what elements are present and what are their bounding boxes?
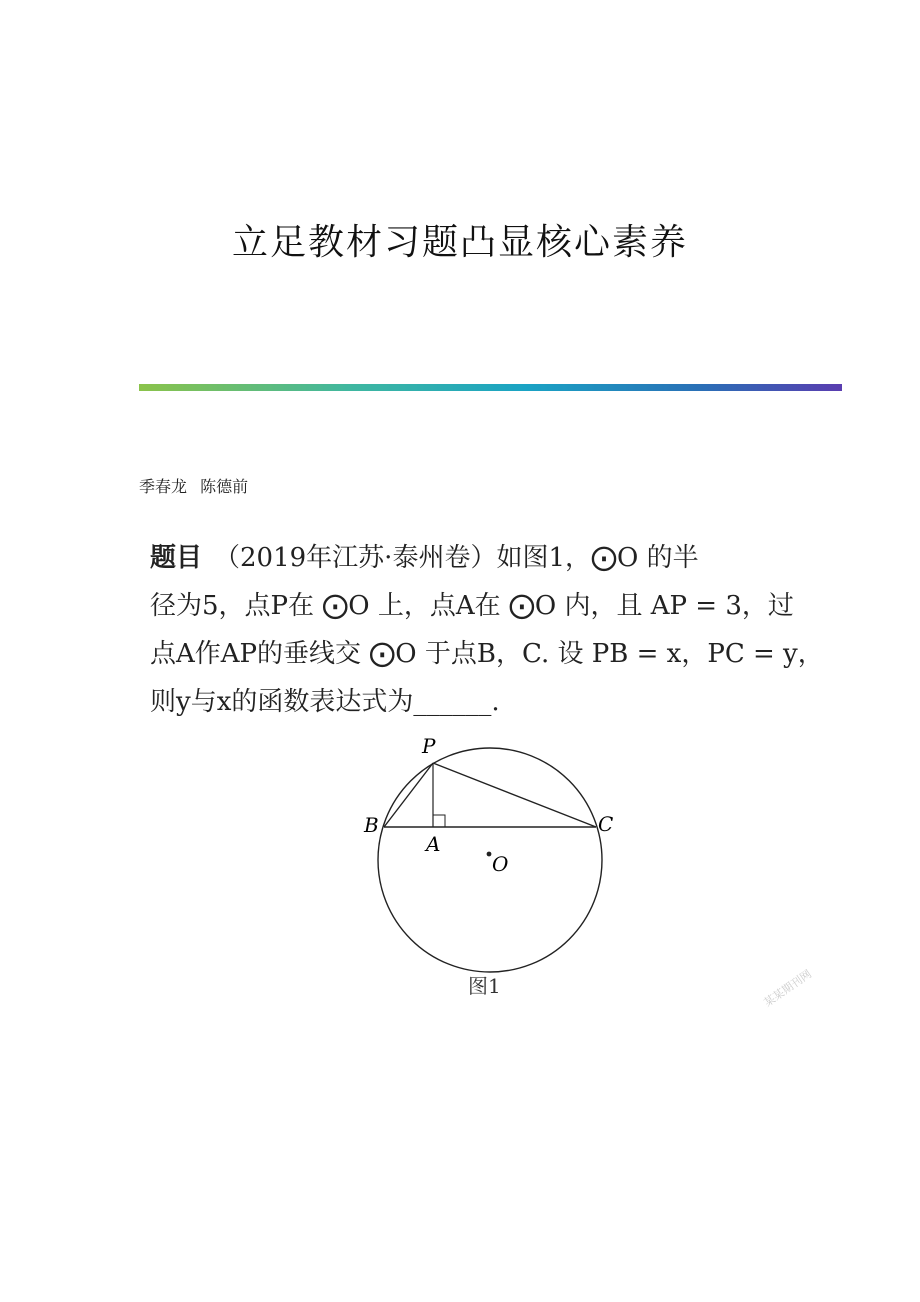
authors [139, 474, 248, 497]
problem-label: 题目 [150, 543, 203, 573]
problem-text [150, 534, 840, 726]
circle-o [378, 748, 602, 972]
watermark: 某某期刊网 [761, 967, 815, 1010]
label-o: O [492, 852, 509, 876]
right-angle-mark [433, 815, 445, 827]
article-title: 立足教材习题凸显核心素养 [231, 222, 688, 263]
figure-caption: 图1 [468, 974, 501, 998]
problem-line-3: 点A作AP的垂线交 ⨀O 于点B，C. 设 PB = x，PC = y， [150, 639, 824, 669]
label-c: C [598, 812, 614, 836]
problem-line-1: 题目 （2019年江苏·泰州卷）如图1，⨀O 的半 [150, 543, 699, 573]
label-a: A [426, 832, 441, 856]
author-1: 季春龙 [139, 477, 188, 496]
problem-line-2: 径为5，点P在 ⨀O 上，点A在 ⨀O 内，且 AP = 3，过 [150, 591, 794, 621]
center-dot [487, 852, 492, 857]
problem-line-4: 则y与x的函数表达式为______. [150, 687, 500, 717]
geometry-figure [350, 730, 630, 975]
segment-pb [384, 763, 433, 827]
segment-pc [433, 763, 596, 827]
gradient-divider [139, 384, 842, 391]
label-p: P [422, 734, 436, 758]
author-2: 陈德前 [200, 477, 249, 496]
label-b: B [364, 813, 379, 837]
